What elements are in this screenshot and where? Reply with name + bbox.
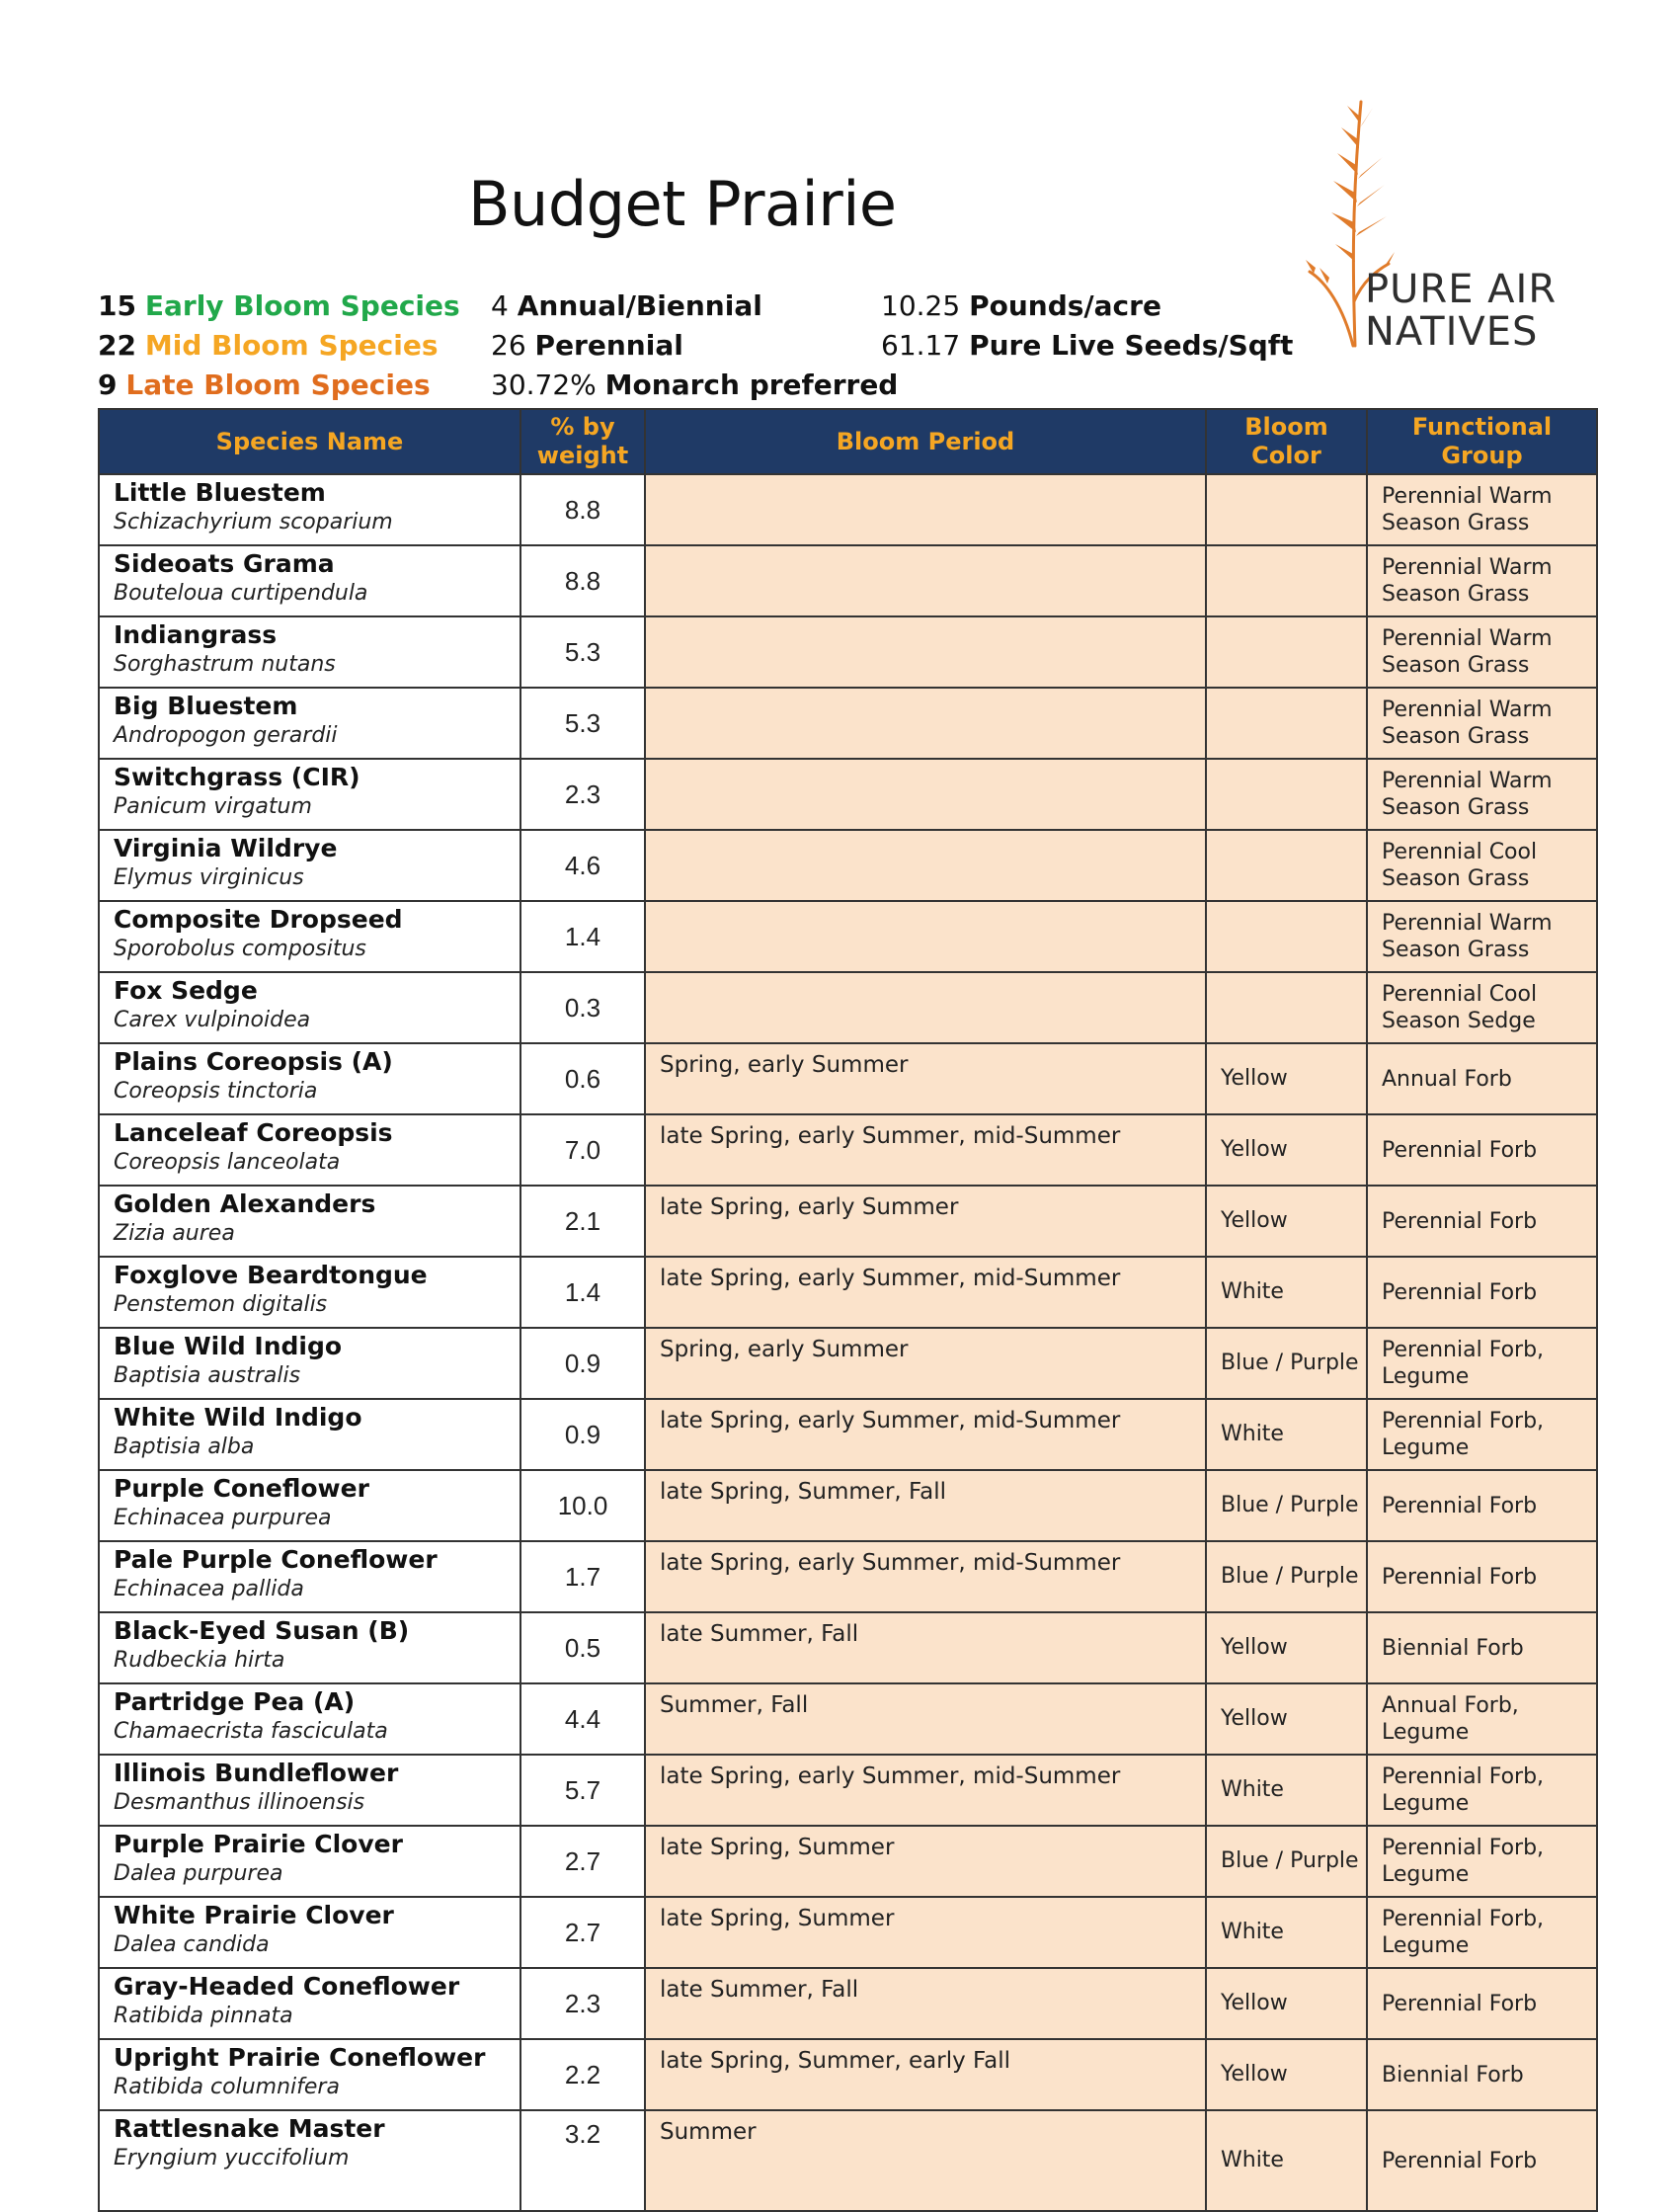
table-row bbox=[99, 1470, 1597, 1541]
common-name: Purple Coneflower bbox=[114, 1474, 369, 1503]
common-name: Rattlesnake Master bbox=[114, 2114, 385, 2143]
pct-weight-cell: 2.2 bbox=[520, 2039, 645, 2110]
species-name-cell bbox=[99, 1257, 520, 1328]
logo-text-line2: NATIVES bbox=[1365, 309, 1539, 355]
scientific-name: Carex vulpinoidea bbox=[114, 1008, 311, 1032]
functional-group-cell: Perennial Forb bbox=[1367, 1541, 1597, 1612]
seeds-label: Pure Live Seeds/Sqft bbox=[969, 329, 1294, 362]
scientific-name: Schizachyrium scoparium bbox=[114, 510, 393, 534]
table-row bbox=[99, 972, 1597, 1043]
scientific-name: Dalea candida bbox=[114, 1932, 270, 1957]
late-bloom-label: Late Bloom Species bbox=[125, 369, 431, 401]
bloom-color-cell bbox=[1206, 616, 1367, 688]
late-bloom-count: 9 bbox=[98, 369, 118, 401]
bloom-color-cell bbox=[1206, 901, 1367, 972]
bloom-color-cell bbox=[1206, 688, 1367, 759]
pct-weight-cell: 5.3 bbox=[520, 688, 645, 759]
table-row bbox=[99, 1897, 1597, 1968]
header-species-name: Species Name bbox=[99, 409, 520, 474]
common-name: Upright Prairie Coneflower bbox=[114, 2043, 486, 2072]
scientific-name: Baptisia australis bbox=[114, 1363, 301, 1388]
functional-group-cell: Perennial Forb, Legume bbox=[1367, 1897, 1597, 1968]
scientific-name: Ratibida columnifera bbox=[114, 2075, 340, 2099]
bloom-period-cell bbox=[645, 616, 1206, 688]
scientific-name: Coreopsis lanceolata bbox=[114, 1150, 341, 1175]
species-name-cell bbox=[99, 1968, 520, 2039]
species-name-cell bbox=[99, 1399, 520, 1470]
pct-weight-cell: 1.7 bbox=[520, 1541, 645, 1612]
scientific-name: Dalea purpurea bbox=[114, 1861, 283, 1886]
bloom-period-cell: late Spring, early Summer, mid-Summer bbox=[645, 1257, 1206, 1328]
scientific-name: Eryngium yuccifolium bbox=[114, 2146, 350, 2171]
functional-group-cell: Perennial Cool Season Sedge bbox=[1367, 972, 1597, 1043]
bloom-period-cell: late Spring, early Summer, mid-Summer bbox=[645, 1114, 1206, 1186]
species-name-cell bbox=[99, 972, 520, 1043]
bloom-period-cell: late Spring, Summer, early Fall bbox=[645, 2039, 1206, 2110]
monarch-value: 30.72% bbox=[491, 369, 597, 401]
bloom-period-cell bbox=[645, 545, 1206, 616]
table-row bbox=[99, 1683, 1597, 1755]
functional-group-cell: Perennial Forb bbox=[1367, 1186, 1597, 1257]
common-name: Composite Dropseed bbox=[114, 905, 403, 934]
table-row bbox=[99, 1186, 1597, 1257]
functional-group-cell: Perennial Forb, Legume bbox=[1367, 1328, 1597, 1399]
bloom-color-cell: Yellow bbox=[1206, 2039, 1367, 2110]
pct-weight-cell: 2.1 bbox=[520, 1186, 645, 1257]
species-name-cell bbox=[99, 1612, 520, 1683]
species-name-cell bbox=[99, 1043, 520, 1114]
bloom-color-cell: Blue / Purple bbox=[1206, 1541, 1367, 1612]
bloom-color-cell: Blue / Purple bbox=[1206, 1826, 1367, 1897]
bloom-color-cell: White bbox=[1206, 1399, 1367, 1470]
table-header-row bbox=[99, 409, 1597, 474]
pct-weight-cell: 1.4 bbox=[520, 901, 645, 972]
functional-group-cell: Perennial Forb bbox=[1367, 1968, 1597, 2039]
common-name: Pale Purple Coneflower bbox=[114, 1545, 438, 1574]
bloom-period-cell bbox=[645, 688, 1206, 759]
table-row bbox=[99, 830, 1597, 901]
bloom-color-cell bbox=[1206, 759, 1367, 830]
pct-weight-cell: 0.3 bbox=[520, 972, 645, 1043]
mid-bloom-stat bbox=[98, 326, 460, 366]
bloom-period-cell: late Spring, Summer bbox=[645, 1897, 1206, 1968]
species-name-cell bbox=[99, 616, 520, 688]
page-title: Budget Prairie bbox=[468, 168, 897, 240]
header-functional-group: Functional Group bbox=[1367, 409, 1597, 474]
pct-weight-cell: 1.4 bbox=[520, 1257, 645, 1328]
table-row bbox=[99, 2039, 1597, 2110]
header-bloom-period: Bloom Period bbox=[645, 409, 1206, 474]
species-name-cell bbox=[99, 901, 520, 972]
bloom-period-cell: Spring, early Summer bbox=[645, 1043, 1206, 1114]
monarch-label: Monarch preferred bbox=[604, 369, 899, 401]
perennial-count: 26 bbox=[491, 329, 526, 362]
common-name: White Prairie Clover bbox=[114, 1901, 394, 1929]
pct-weight-cell: 4.6 bbox=[520, 830, 645, 901]
bloom-period-cell: late Spring, early Summer, mid-Summer bbox=[645, 1541, 1206, 1612]
table-row bbox=[99, 1755, 1597, 1826]
pct-weight-cell: 0.5 bbox=[520, 1612, 645, 1683]
functional-group-cell: Perennial Warm Season Grass bbox=[1367, 688, 1597, 759]
species-name-cell bbox=[99, 2039, 520, 2110]
species-name-cell bbox=[99, 759, 520, 830]
table-row bbox=[99, 616, 1597, 688]
functional-group-cell: Perennial Warm Season Grass bbox=[1367, 616, 1597, 688]
table-row bbox=[99, 1826, 1597, 1897]
species-name-cell bbox=[99, 1328, 520, 1399]
lifecycle-stats bbox=[491, 287, 898, 405]
bloom-stats bbox=[98, 287, 460, 405]
table-row bbox=[99, 1257, 1597, 1328]
table-row bbox=[99, 1612, 1597, 1683]
pounds-label: Pounds/acre bbox=[969, 289, 1161, 322]
functional-group-cell: Perennial Forb bbox=[1367, 1470, 1597, 1541]
pct-weight-cell: 7.0 bbox=[520, 1114, 645, 1186]
bloom-period-cell bbox=[645, 830, 1206, 901]
scientific-name: Sorghastrum nutans bbox=[114, 652, 336, 677]
seeding-stats bbox=[881, 287, 1293, 366]
scientific-name: Desmanthus illinoensis bbox=[114, 1790, 365, 1815]
scientific-name: Zizia aurea bbox=[114, 1221, 235, 1246]
pct-weight-cell: 5.3 bbox=[520, 616, 645, 688]
scientific-name: Andropogon gerardii bbox=[114, 723, 338, 748]
scientific-name: Baptisia alba bbox=[114, 1434, 255, 1459]
bloom-color-cell: White bbox=[1206, 1897, 1367, 1968]
pure-air-natives-logo bbox=[1304, 94, 1580, 361]
functional-group-cell: Biennial Forb bbox=[1367, 1612, 1597, 1683]
bloom-color-cell bbox=[1206, 830, 1367, 901]
header-pct-weight: % by weight bbox=[520, 409, 645, 474]
table-row bbox=[99, 2110, 1597, 2211]
bloom-color-cell bbox=[1206, 545, 1367, 616]
common-name: Plains Coreopsis (A) bbox=[114, 1047, 393, 1076]
common-name: Big Bluestem bbox=[114, 692, 298, 720]
perennial-label: Perennial bbox=[534, 329, 683, 362]
bloom-color-cell: Blue / Purple bbox=[1206, 1470, 1367, 1541]
bloom-color-cell: Yellow bbox=[1206, 1683, 1367, 1755]
bloom-color-cell: Yellow bbox=[1206, 1968, 1367, 2039]
bloom-period-cell: late Summer, Fall bbox=[645, 1968, 1206, 2039]
bloom-color-cell: Blue / Purple bbox=[1206, 1328, 1367, 1399]
table-row bbox=[99, 1968, 1597, 2039]
pct-weight-cell: 8.8 bbox=[520, 474, 645, 545]
functional-group-cell: Perennial Forb bbox=[1367, 1257, 1597, 1328]
pct-weight-cell: 0.9 bbox=[520, 1328, 645, 1399]
functional-group-cell: Perennial Forb, Legume bbox=[1367, 1399, 1597, 1470]
bloom-period-cell bbox=[645, 759, 1206, 830]
bloom-color-cell: White bbox=[1206, 2110, 1367, 2211]
functional-group-cell: Biennial Forb bbox=[1367, 2039, 1597, 2110]
common-name: Illinois Bundleflower bbox=[114, 1759, 399, 1787]
late-bloom-stat bbox=[98, 366, 460, 405]
early-bloom-label: Early Bloom Species bbox=[144, 289, 460, 322]
bloom-period-cell: late Summer, Fall bbox=[645, 1612, 1206, 1683]
table-row bbox=[99, 1328, 1597, 1399]
pct-weight-cell: 2.3 bbox=[520, 759, 645, 830]
table-row bbox=[99, 901, 1597, 972]
bloom-period-cell bbox=[645, 901, 1206, 972]
species-table bbox=[98, 408, 1598, 2212]
header-bloom-color: Bloom Color bbox=[1206, 409, 1367, 474]
pct-weight-cell: 2.7 bbox=[520, 1897, 645, 1968]
pct-weight-cell: 2.7 bbox=[520, 1826, 645, 1897]
common-name: Black-Eyed Susan (B) bbox=[114, 1616, 410, 1645]
bloom-color-cell: Yellow bbox=[1206, 1612, 1367, 1683]
functional-group-cell: Perennial Forb, Legume bbox=[1367, 1826, 1597, 1897]
species-name-cell bbox=[99, 1897, 520, 1968]
table-row bbox=[99, 688, 1597, 759]
pct-weight-cell: 0.6 bbox=[520, 1043, 645, 1114]
pct-weight-cell: 0.9 bbox=[520, 1399, 645, 1470]
table-row bbox=[99, 1399, 1597, 1470]
species-name-cell bbox=[99, 474, 520, 545]
pounds-value: 10.25 bbox=[881, 289, 961, 322]
common-name: Foxglove Beardtongue bbox=[114, 1261, 428, 1289]
functional-group-cell: Perennial Warm Season Grass bbox=[1367, 474, 1597, 545]
bloom-period-cell: Summer, Fall bbox=[645, 1683, 1206, 1755]
common-name: Indiangrass bbox=[114, 620, 278, 649]
species-table-body bbox=[99, 474, 1597, 2211]
pct-weight-cell: 5.7 bbox=[520, 1755, 645, 1826]
species-name-cell bbox=[99, 2110, 520, 2211]
scientific-name: Coreopsis tinctoria bbox=[114, 1079, 318, 1104]
common-name: Purple Prairie Clover bbox=[114, 1830, 403, 1858]
seeds-value: 61.17 bbox=[881, 329, 961, 362]
scientific-name: Elymus virginicus bbox=[114, 865, 304, 890]
common-name: Blue Wild Indigo bbox=[114, 1332, 343, 1360]
common-name: Sideoats Grama bbox=[114, 549, 335, 578]
bloom-color-cell: White bbox=[1206, 1257, 1367, 1328]
annual-label: Annual/Biennial bbox=[517, 289, 762, 322]
early-bloom-stat bbox=[98, 287, 460, 326]
scientific-name: Echinacea purpurea bbox=[114, 1506, 332, 1530]
scientific-name: Chamaecrista fasciculata bbox=[114, 1719, 388, 1744]
pct-weight-cell: 2.3 bbox=[520, 1968, 645, 2039]
species-name-cell bbox=[99, 830, 520, 901]
common-name: Little Bluestem bbox=[114, 478, 326, 507]
species-name-cell bbox=[99, 1541, 520, 1612]
functional-group-cell: Annual Forb, Legume bbox=[1367, 1683, 1597, 1755]
pounds-stat bbox=[881, 287, 1293, 326]
species-name-cell bbox=[99, 1186, 520, 1257]
bloom-period-cell: late Spring, early Summer bbox=[645, 1186, 1206, 1257]
annual-count: 4 bbox=[491, 289, 509, 322]
early-bloom-count: 15 bbox=[98, 289, 136, 322]
common-name: Golden Alexanders bbox=[114, 1189, 376, 1218]
bloom-color-cell: Yellow bbox=[1206, 1114, 1367, 1186]
scientific-name: Ratibida pinnata bbox=[114, 2004, 293, 2028]
scientific-name: Bouteloua curtipendula bbox=[114, 581, 368, 606]
functional-group-cell: Perennial Forb bbox=[1367, 1114, 1597, 1186]
functional-group-cell: Perennial Warm Season Grass bbox=[1367, 901, 1597, 972]
functional-group-cell: Perennial Cool Season Grass bbox=[1367, 830, 1597, 901]
monarch-stat bbox=[491, 366, 898, 405]
bloom-period-cell: late Spring, Summer bbox=[645, 1826, 1206, 1897]
bloom-period-cell bbox=[645, 972, 1206, 1043]
pct-weight-cell: 4.4 bbox=[520, 1683, 645, 1755]
mid-bloom-count: 22 bbox=[98, 329, 136, 362]
scientific-name: Sporobolus compositus bbox=[114, 937, 366, 961]
common-name: Virginia Wildrye bbox=[114, 834, 338, 862]
functional-group-cell: Perennial Forb bbox=[1367, 2110, 1597, 2211]
functional-group-cell: Perennial Warm Season Grass bbox=[1367, 759, 1597, 830]
seeds-stat bbox=[881, 326, 1293, 366]
pct-weight-cell: 3.2 bbox=[520, 2110, 645, 2211]
bloom-color-cell: Yellow bbox=[1206, 1186, 1367, 1257]
species-name-cell bbox=[99, 1826, 520, 1897]
common-name: Switchgrass (CIR) bbox=[114, 763, 360, 791]
scientific-name: Echinacea pallida bbox=[114, 1577, 304, 1601]
table-row bbox=[99, 1114, 1597, 1186]
functional-group-cell: Perennial Warm Season Grass bbox=[1367, 545, 1597, 616]
bloom-color-cell bbox=[1206, 972, 1367, 1043]
functional-group-cell: Annual Forb bbox=[1367, 1043, 1597, 1114]
bloom-period-cell: late Spring, early Summer, mid-Summer bbox=[645, 1399, 1206, 1470]
table-row bbox=[99, 474, 1597, 545]
common-name: Fox Sedge bbox=[114, 976, 258, 1005]
bloom-period-cell: late Spring, early Summer, mid-Summer bbox=[645, 1755, 1206, 1826]
bloom-color-cell: Yellow bbox=[1206, 1043, 1367, 1114]
common-name: Lanceleaf Coreopsis bbox=[114, 1118, 393, 1147]
functional-group-cell: Perennial Forb, Legume bbox=[1367, 1755, 1597, 1826]
bloom-color-cell bbox=[1206, 474, 1367, 545]
table-row bbox=[99, 759, 1597, 830]
bloom-period-cell: Summer bbox=[645, 2110, 1206, 2211]
table-row bbox=[99, 1541, 1597, 1612]
species-name-cell bbox=[99, 545, 520, 616]
bloom-period-cell: Spring, early Summer bbox=[645, 1328, 1206, 1399]
pct-weight-cell: 10.0 bbox=[520, 1470, 645, 1541]
pct-weight-cell: 8.8 bbox=[520, 545, 645, 616]
scientific-name: Panicum virgatum bbox=[114, 794, 312, 819]
species-name-cell bbox=[99, 688, 520, 759]
species-name-cell bbox=[99, 1755, 520, 1826]
logo-text-line1: PURE AIR bbox=[1365, 267, 1558, 312]
common-name: White Wild Indigo bbox=[114, 1403, 362, 1432]
species-name-cell bbox=[99, 1683, 520, 1755]
table-row bbox=[99, 545, 1597, 616]
table-row bbox=[99, 1043, 1597, 1114]
scientific-name: Rudbeckia hirta bbox=[114, 1648, 285, 1673]
mid-bloom-label: Mid Bloom Species bbox=[144, 329, 439, 362]
common-name: Gray-Headed Coneflower bbox=[114, 1972, 460, 2001]
species-name-cell bbox=[99, 1470, 520, 1541]
bloom-period-cell bbox=[645, 474, 1206, 545]
perennial-stat bbox=[491, 326, 898, 366]
bloom-period-cell: late Spring, Summer, Fall bbox=[645, 1470, 1206, 1541]
bloom-color-cell: White bbox=[1206, 1755, 1367, 1826]
species-name-cell bbox=[99, 1114, 520, 1186]
common-name: Partridge Pea (A) bbox=[114, 1687, 356, 1716]
scientific-name: Penstemon digitalis bbox=[114, 1292, 328, 1317]
annual-stat bbox=[491, 287, 898, 326]
